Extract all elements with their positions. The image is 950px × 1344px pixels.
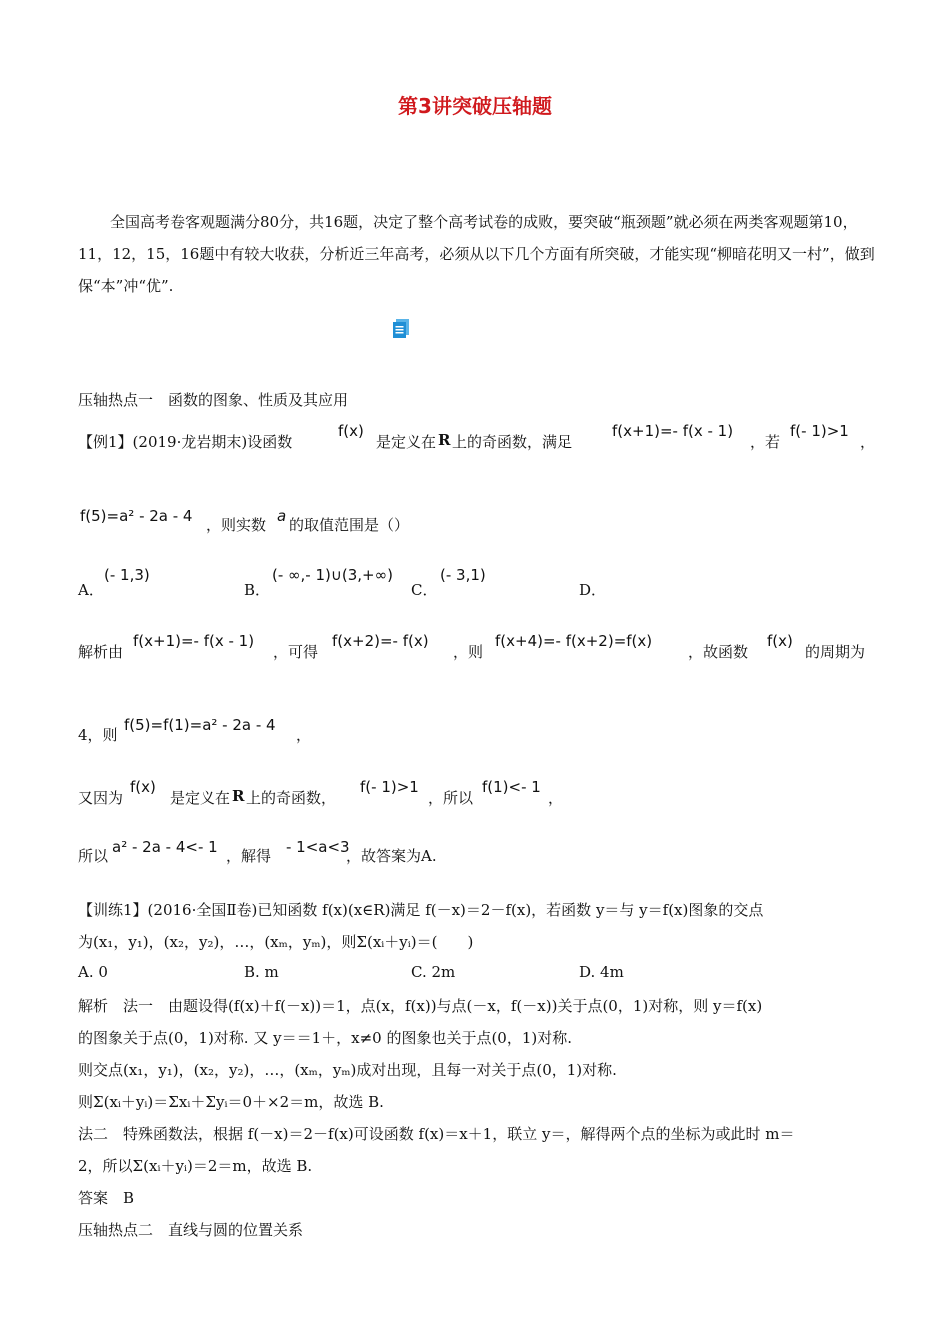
solution-text: ，所以 bbox=[428, 789, 474, 807]
training-solution-line: 法二 特殊函数法，根据 f(－x)＝2－f(x)可设函数 f(x)＝x＋1，联立 y＝，解得两个点的坐标为或此时 m＝ bbox=[78, 1125, 795, 1143]
example1-text: ，若 bbox=[750, 433, 781, 451]
training-solution-line: 则交点(x₁，y₁)，(x₂，y₂)，…，(xₘ，yₘ)成对出现，且每一对关于点(0，1)对称. bbox=[78, 1061, 617, 1079]
training-question-line: 【训练1】(2016·全国Ⅱ卷)已知函数 f(x)(x∈R)满足 f(－x)＝2－f(x)，若函数 y＝与 y＝f(x)图象的交点 bbox=[78, 901, 764, 919]
math-fx: f(x) bbox=[338, 422, 364, 440]
option-c-value: (- 3,1) bbox=[440, 566, 486, 584]
math-inequality: - 1<a<3 bbox=[286, 838, 350, 856]
solution-text: 解析由 bbox=[78, 643, 124, 661]
option-b-value: (- ∞,- 1)∪(3,+∞) bbox=[272, 566, 393, 584]
solution-text: ，故答案为A. bbox=[346, 847, 437, 865]
example1-label: 【例1】(2019·龙岩期末)设函数 bbox=[78, 433, 293, 451]
solution-text: 是定义在 bbox=[170, 789, 231, 807]
training-question-line: 为(x₁，y₁)，(x₂，y₂)，…，(xₘ，yₘ)，则Σ(xᵢ＋yᵢ)＝( ) bbox=[78, 933, 474, 951]
math-inequality: a² - 2a - 4<- 1 bbox=[112, 838, 218, 856]
math-relation: f(5)=f(1)=a² - 2a - 4 bbox=[124, 716, 276, 734]
option-b-label: B． bbox=[244, 581, 271, 599]
math-relation: f(x+4)=- f(x+2)=f(x) bbox=[495, 632, 653, 650]
option-d-label: D． bbox=[579, 581, 607, 599]
solution-text: 4，则 bbox=[78, 726, 118, 744]
solution-text: 上的奇函数， bbox=[246, 789, 337, 807]
math-a: a bbox=[277, 507, 287, 525]
math-f5: f(5)=a² - 2a - 4 bbox=[80, 507, 193, 525]
training-solution-line: 则Σ(xᵢ＋yᵢ)＝Σxᵢ＋Σyᵢ＝0＋×2＝m，故选 B. bbox=[78, 1093, 384, 1111]
math-condition: f(1)<- 1 bbox=[482, 778, 541, 796]
solution-text: 的周期为 bbox=[805, 643, 866, 661]
example1-text: ， bbox=[860, 433, 876, 451]
math-condition: f(- 1)>1 bbox=[790, 422, 849, 440]
example1-text: ，则实数 bbox=[206, 516, 267, 534]
section-heading-2: 压轴热点二 直线与圆的位置关系 bbox=[78, 1221, 304, 1239]
option-c-label: C． bbox=[411, 581, 438, 599]
section-heading-1: 压轴热点一 函数的图象、性质及其应用 bbox=[78, 391, 349, 409]
example1-question: 的取值范围是（） bbox=[289, 516, 410, 534]
solution-text: ， bbox=[296, 726, 312, 744]
solution-text: ，则 bbox=[453, 643, 484, 661]
solution-text: 又因为 bbox=[78, 789, 124, 807]
solution-text: ，故函数 bbox=[688, 643, 749, 661]
training-option-d: D. 4m bbox=[579, 963, 624, 981]
training-solution-line: 2，所以Σ(xᵢ＋yᵢ)＝2＝m，故选 B. bbox=[78, 1157, 313, 1175]
math-fx: f(x) bbox=[767, 632, 793, 650]
option-a-label: A． bbox=[78, 581, 104, 599]
math-relation: f(x+2)=- f(x) bbox=[332, 632, 429, 650]
math-fx: f(x) bbox=[130, 778, 156, 796]
real-set-symbol: R bbox=[232, 787, 245, 805]
solution-text: 所以 bbox=[78, 847, 109, 865]
math-condition: f(- 1)>1 bbox=[360, 778, 419, 796]
example1-text: 是定义在 bbox=[376, 433, 437, 451]
solution-text: ，可得 bbox=[273, 643, 319, 661]
solution-text: ， bbox=[548, 789, 564, 807]
option-a-value: (- 1,3) bbox=[104, 566, 150, 584]
training-solution-line: 解析 法一 由题设得(f(x)＋f(－x))＝1，点(x，f(x))与点(－x，f(－x))关于点(0，1)对称，则 y＝f(x) bbox=[78, 997, 763, 1015]
training-answer: 答案 B bbox=[78, 1189, 135, 1207]
intro-paragraph: 全国高考卷客观题满分80分，共16题，决定了整个高考试卷的成败，要突破“瓶颈题”就必须在两类客观题第10，11，12，15，16题中有较大收获，分析近三年高考，必须从以下几个方面有所突破，才能实现“柳暗花明又一村”，做到保“本”冲“优”. bbox=[78, 213, 875, 295]
example1-text: 上的奇函数，满足 bbox=[452, 433, 573, 451]
page-title: 第3讲突破压轴题 bbox=[398, 94, 552, 118]
training-solution-line: 的图象关于点(0，1)对称. 又 y＝＝1＋，x≠0 的图象也关于点(0，1)对称. bbox=[78, 1029, 573, 1047]
document-icon bbox=[391, 318, 411, 340]
math-relation: f(x+1)=- f(x - 1) bbox=[612, 422, 734, 440]
real-set-symbol: R bbox=[438, 431, 451, 449]
training-option-b: B. m bbox=[244, 963, 279, 981]
training-option-c: C. 2m bbox=[411, 963, 456, 981]
math-relation: f(x+1)=- f(x - 1) bbox=[133, 632, 255, 650]
training-option-a: A. 0 bbox=[78, 963, 108, 981]
solution-text: ，解得 bbox=[226, 847, 272, 865]
